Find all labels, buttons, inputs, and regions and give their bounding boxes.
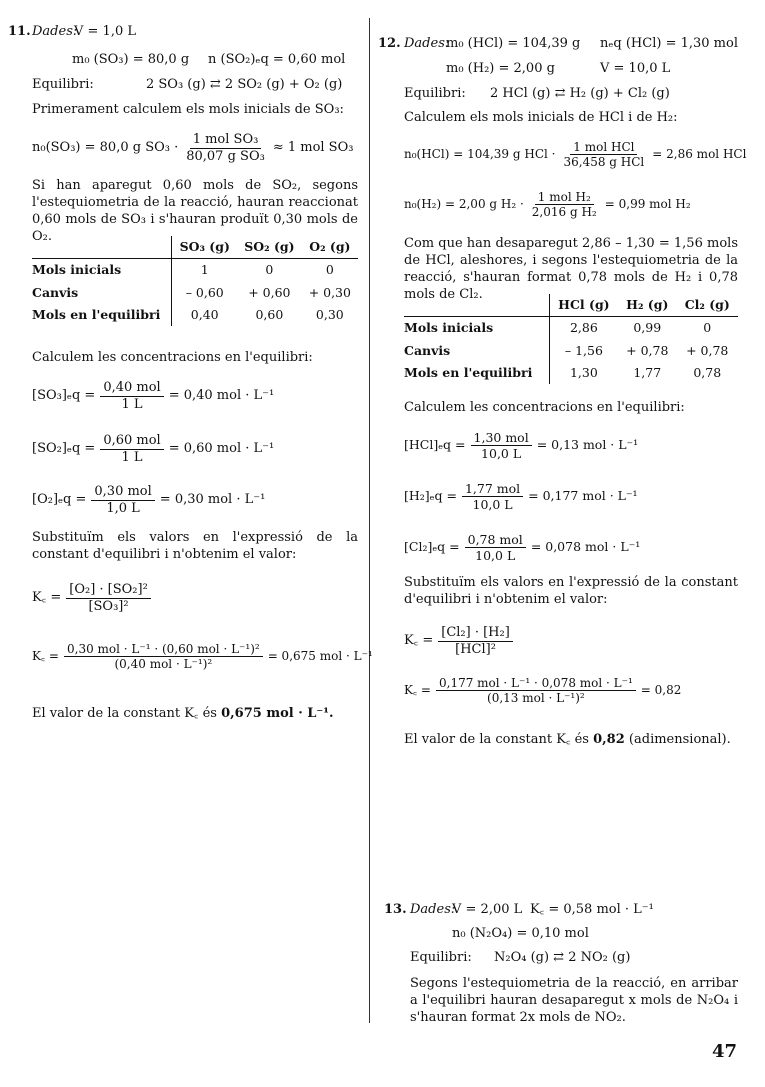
- table-row: [32, 282, 358, 304]
- conc-denominator: 10,0 L: [472, 497, 513, 512]
- final-result: [404, 732, 731, 749]
- table-header: HCl (g): [549, 294, 618, 317]
- conc-h2: [404, 481, 638, 512]
- final-result: [32, 706, 334, 723]
- stoichiometry-text: Si han aparegut 0,60 mols de SO₂, segons l'estequiometria de la reacció, hauran reaccionat 0,60 mols de SO₃ i s'hauran produït 0,30 mols de O₂.: [32, 178, 358, 244]
- conc-fraction: [91, 484, 154, 516]
- kc-fraction: [66, 582, 151, 614]
- kc-lhs: K꜀ =: [32, 649, 59, 664]
- conc-numerator: 1,30 mol: [471, 430, 532, 446]
- kc-fraction: [64, 642, 263, 672]
- row-label: Mols inicials: [404, 317, 549, 340]
- equilibri-label: Equilibri:: [32, 77, 94, 92]
- conc-so3: [32, 380, 274, 412]
- table-cell: 0: [325, 262, 334, 278]
- conc-rhs: = 0,40 mol · L⁻¹: [168, 387, 275, 403]
- initial-moles-h2: [404, 190, 691, 220]
- conc-intro: Calculem les concentracions en l'equilibri:: [404, 400, 685, 415]
- kc-expression: [32, 582, 153, 614]
- dades-mass: m₀ (SO₃) = 80,0 g: [72, 52, 190, 67]
- table-cell: 0: [265, 262, 274, 278]
- table-cell: 2,86: [569, 320, 598, 336]
- calc-rhs: ≈ 1 mol SO₃: [272, 139, 354, 155]
- table-cell: 0,60: [255, 306, 284, 322]
- conc-denominator: 1 L: [121, 396, 143, 412]
- conc-denominator: 1,0 L: [106, 500, 140, 516]
- conc-fraction: [471, 430, 532, 461]
- stoichiometry-text: Segons l'estequiometria de la reacció, en arribar a l'equilibri hauran desaparegut x mols de N₂O₄ i s'hauran format 2x mols de NO₂.: [410, 976, 738, 1025]
- conc-rhs: = 0,078 mol · L⁻¹: [530, 539, 641, 555]
- calc-rhs: = 0,99 mol H₂: [604, 197, 691, 212]
- conc-numerator: 0,60 mol: [100, 433, 163, 450]
- conc-fraction: [100, 380, 163, 412]
- dades-mass-hcl: m₀ (HCl) = 104,39 g: [446, 36, 581, 51]
- kc-numerator: 0,177 mol · L⁻¹ · 0,078 mol · L⁻¹: [436, 676, 636, 691]
- table-cell: 1: [200, 262, 209, 278]
- table-cell: + 0,78: [686, 342, 729, 358]
- initial-moles-hcl: [404, 140, 746, 170]
- conc-lhs: [SO₂]ₑq =: [32, 440, 96, 456]
- row-label: Mols inicials: [32, 259, 172, 282]
- equilibri-label: Equilibri:: [404, 86, 466, 101]
- conc-rhs: = 0,30 mol · L⁻¹: [159, 491, 266, 507]
- equilibrium-table: [404, 294, 738, 384]
- conc-cl2: [404, 532, 640, 563]
- conc-lhs: [Cl₂]ₑq =: [404, 539, 460, 555]
- problem-number: 13.: [384, 902, 407, 917]
- dades-moles-eq: n (SO₂)ₑq = 0,60 mol: [208, 52, 346, 67]
- dades-label: Dades:: [32, 24, 78, 39]
- column-divider: [369, 18, 370, 1023]
- problem-number: 12.: [378, 36, 401, 51]
- table-row: [404, 362, 738, 384]
- reaction: N₂O₄ (g) ⇄ 2 NO₂ (g): [494, 950, 631, 965]
- row-label: Mols en l'equilibri: [32, 304, 172, 326]
- table-header: H₂ (g): [618, 294, 676, 317]
- calc-fraction: [529, 190, 600, 220]
- table-cell: + 0,78: [626, 342, 669, 358]
- kc-numerator: 0,30 mol · L⁻¹ · (0,60 mol · L⁻¹)²: [64, 642, 263, 657]
- calc-numerator: 1 mol H₂: [535, 190, 594, 205]
- calc-fraction: [560, 140, 647, 170]
- equilibrium-table: [32, 236, 358, 326]
- reaction: 2 SO₃ (g) ⇄ 2 SO₂ (g) + O₂ (g): [146, 77, 343, 92]
- table-cell: – 0,60: [185, 284, 224, 300]
- final-text: El valor de la constant K꜀ és: [32, 706, 217, 721]
- table-corner: [32, 236, 172, 259]
- kc-lhs: K꜀ =: [32, 589, 62, 605]
- conc-lhs: [HCl]ₑq =: [404, 437, 466, 453]
- kc-fraction: [436, 676, 636, 706]
- final-value: 0,675 mol · L⁻¹.: [221, 706, 334, 721]
- calc-denominator: 36,458 g HCl: [563, 155, 645, 170]
- calc-numerator: 1 mol SO₃: [190, 132, 262, 149]
- final-value: 0,82: [593, 732, 625, 747]
- table-cell: 0: [703, 320, 712, 336]
- conc-so2: [32, 433, 274, 465]
- table-cell: – 1,56: [564, 342, 603, 358]
- conc-fraction: [100, 433, 163, 465]
- row-label: Canvis: [32, 282, 172, 304]
- row-label: Mols en l'equilibri: [404, 362, 549, 384]
- table-corner: [404, 294, 549, 317]
- conc-rhs: = 0,60 mol · L⁻¹: [168, 440, 275, 456]
- kc-numerator: [O₂] · [SO₂]²: [66, 582, 151, 599]
- dades-initial-moles: n₀ (N₂O₄) = 0,10 mol: [452, 926, 589, 941]
- conc-numerator: 0,78 mol: [465, 532, 526, 548]
- initial-moles-calc: [32, 132, 353, 164]
- conc-numerator: 0,30 mol: [91, 484, 154, 501]
- kc-lhs: K꜀ =: [404, 632, 434, 648]
- conc-lhs: [O₂]ₑq =: [32, 491, 87, 507]
- kc-calculation: [404, 676, 681, 706]
- table-row: [32, 304, 358, 326]
- dades-volume: V = 2,00 L: [452, 902, 523, 917]
- final-note: (adimensional).: [628, 732, 731, 747]
- calc-rhs: = 2,86 mol HCl: [652, 147, 747, 162]
- kc-denominator: (0,13 mol · L⁻¹)²: [487, 691, 585, 706]
- dades-kc: K꜀ = 0,58 mol · L⁻¹: [530, 902, 654, 917]
- conc-lhs: [H₂]ₑq =: [404, 488, 457, 504]
- conc-o2: [32, 484, 265, 516]
- conc-rhs: = 0,13 mol · L⁻¹: [536, 437, 639, 453]
- kc-denominator: [HCl]²: [455, 641, 496, 657]
- table-cell: 0,30: [315, 306, 344, 322]
- row-label: Canvis: [404, 340, 549, 362]
- table-row: [404, 317, 738, 340]
- table-cell: + 0,30: [308, 284, 351, 300]
- table-cell: 0,99: [633, 320, 662, 336]
- table-cell: 0,40: [190, 306, 219, 322]
- table-row: [32, 259, 358, 282]
- substitution-text: Substituïm els valors en l'expressió de la constant d'equilibri i n'obtenim el valor:: [404, 575, 738, 607]
- kc-numerator: [Cl₂] · [H₂]: [438, 625, 513, 642]
- dades-volume: V = 1,0 L: [74, 24, 136, 39]
- conc-numerator: 0,40 mol: [100, 380, 163, 397]
- kc-rhs: = 0,675 mol · L⁻¹: [267, 649, 373, 664]
- table-cell: 1,30: [569, 364, 598, 380]
- table-header: SO₂ (g): [237, 236, 302, 259]
- conc-denominator: 10,0 L: [481, 446, 522, 461]
- kc-fraction: [438, 625, 513, 657]
- calc-lhs: n₀(SO₃) = 80,0 g SO₃ ·: [32, 139, 179, 155]
- kc-calculation: [32, 642, 373, 672]
- kc-denominator: (0,40 mol · L⁻¹)²: [114, 657, 213, 672]
- calc-denominator: 80,07 g SO₃: [186, 148, 265, 164]
- kc-expression: [404, 625, 515, 657]
- calc-lhs: n₀(H₂) = 2,00 g H₂ ·: [404, 197, 524, 212]
- conc-intro: Calculem les concentracions en l'equilibri:: [32, 350, 313, 365]
- kc-lhs: K꜀ =: [404, 683, 431, 698]
- equilibri-label: Equilibri:: [410, 950, 472, 965]
- dades-volume: V = 10,0 L: [600, 61, 671, 76]
- conc-hcl: [404, 430, 638, 461]
- reaction: 2 HCl (g) ⇄ H₂ (g) + Cl₂ (g): [490, 86, 670, 101]
- conc-denominator: 1 L: [121, 449, 143, 465]
- kc-denominator: [SO₃]²: [88, 598, 129, 614]
- table-cell: 0,78: [693, 364, 722, 380]
- page-number: 47: [711, 1041, 737, 1062]
- intro-text: Primerament calculem els mols inicials de SO₃:: [32, 102, 344, 117]
- stoichiometry-text: Com que han desaparegut 2,86 – 1,30 = 1,56 mols de HCl, aleshores, i segons l'estequiometria de la reacció, s'hauran format 0,78 mols de H₂ i 0,78 mols de Cl₂.: [404, 236, 738, 302]
- table-row: [404, 340, 738, 362]
- dades-label: Dades:: [404, 36, 450, 51]
- conc-numerator: 1,77 mol: [462, 481, 523, 497]
- dades-mass-h2: m₀ (H₂) = 2,00 g: [446, 61, 555, 76]
- calc-lhs: n₀(HCl) = 104,39 g HCl ·: [404, 147, 556, 162]
- calc-fraction: [183, 132, 268, 164]
- problem-number: 11.: [8, 24, 31, 39]
- table-cell: 1,77: [633, 364, 662, 380]
- table-header: Cl₂ (g): [677, 294, 739, 317]
- conc-rhs: = 0,177 mol · L⁻¹: [528, 488, 638, 504]
- calc-denominator: 2,016 g H₂: [531, 205, 597, 220]
- final-text: El valor de la constant K꜀ és: [404, 732, 589, 747]
- conc-fraction: [465, 532, 526, 563]
- intro-text: Calculem els mols inicials de HCl i de H₂:: [404, 110, 678, 125]
- conc-fraction: [462, 481, 523, 512]
- calc-numerator: 1 mol HCl: [570, 140, 637, 155]
- dades-label: Dades:: [410, 902, 456, 917]
- dades-moles-eq-hcl: nₑq (HCl) = 1,30 mol: [600, 36, 738, 51]
- conc-lhs: [SO₃]ₑq =: [32, 387, 96, 403]
- table-header: SO₃ (g): [172, 236, 237, 259]
- kc-rhs: = 0,82: [640, 683, 682, 698]
- table-header: O₂ (g): [302, 236, 358, 259]
- substitution-text: Substituïm els valors en l'expressió de la constant d'equilibri i n'obtenim el valor:: [32, 530, 358, 562]
- conc-denominator: 10,0 L: [475, 548, 516, 563]
- table-cell: + 0,60: [248, 284, 291, 300]
